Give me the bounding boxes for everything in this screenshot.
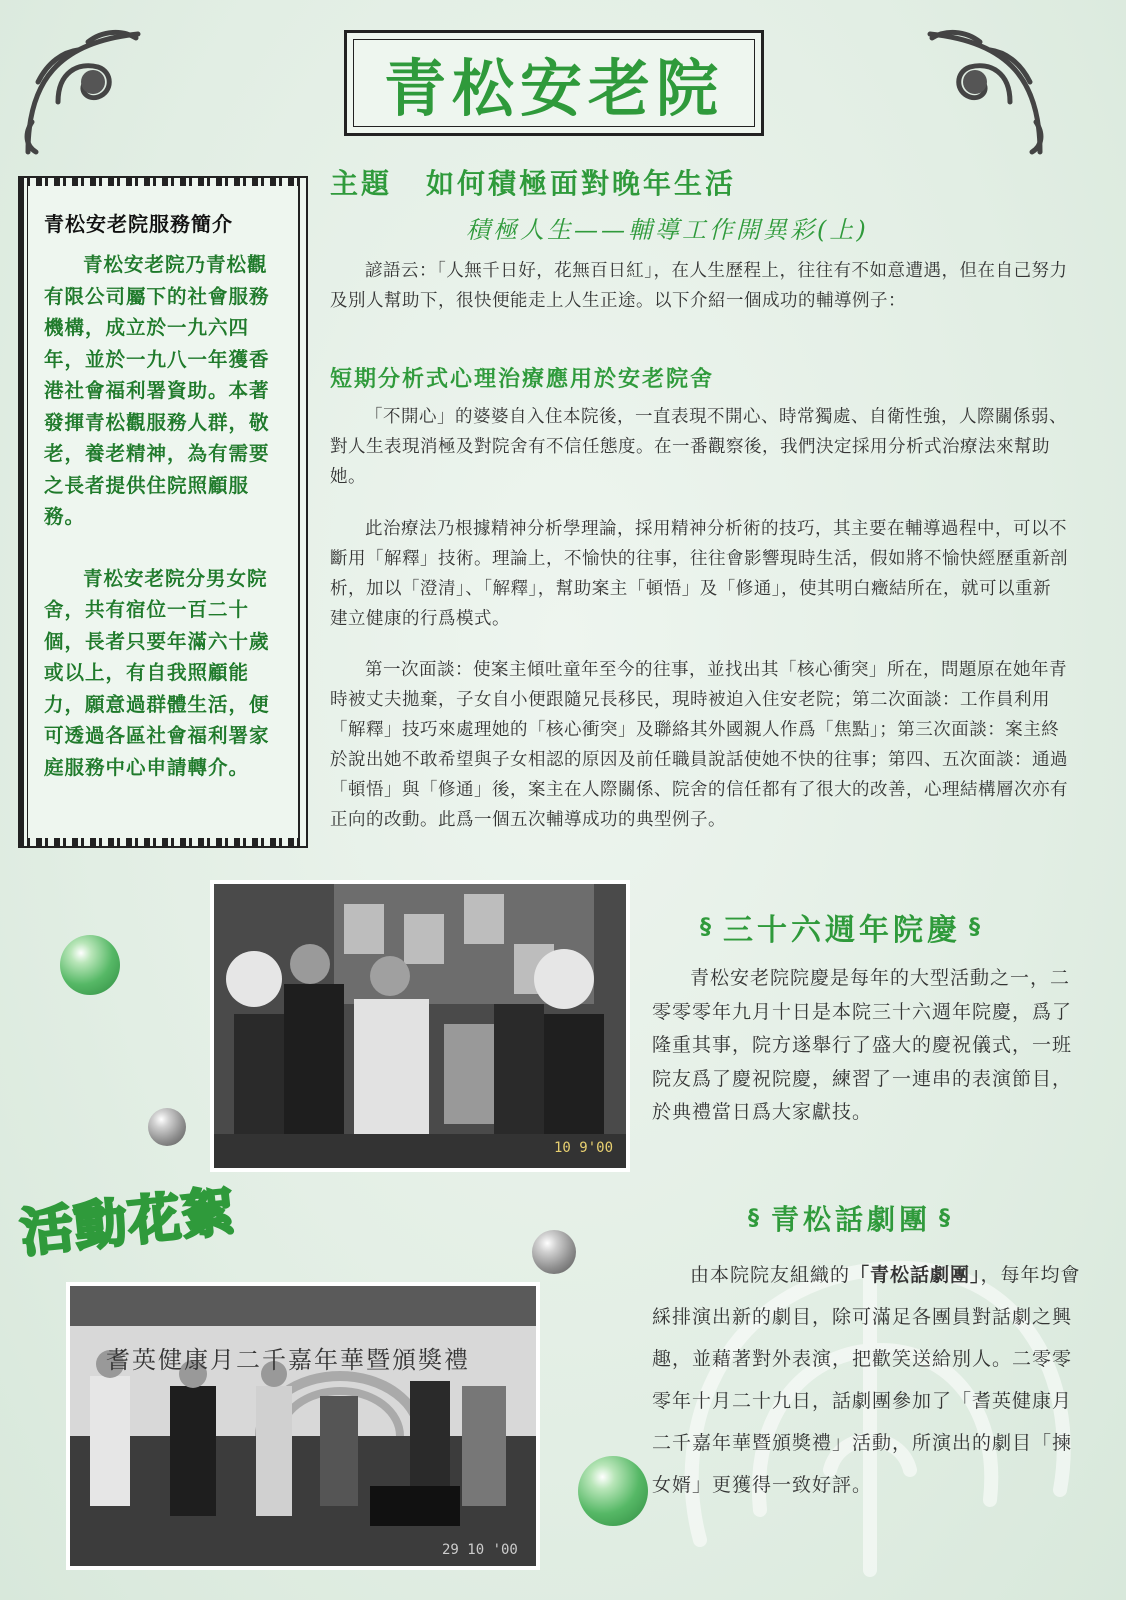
corner-ornament-icon xyxy=(18,22,158,162)
article-subtitle: 積極人生——輔導工作開異彩(上) xyxy=(466,216,869,244)
decorative-sphere xyxy=(532,1230,576,1274)
intro-text: 諺語云：「人無千日好，花無百日紅」，在人生歷程上，往往有不如意遭遇，但在自己努力及別人幫助下，很快便能走上人生正途。以下介紹一個成功的輔導例子： xyxy=(330,261,1068,311)
page-title-frame xyxy=(344,30,764,136)
body-paragraph: 此治療法乃根據精神分析學理論，採用精神分析術的技巧，其主要在輔導過程中，可以不斷用「解釋」技術。理論上，不愉快的往事，往往會影響現時生活，假如將不愉快經歷重新剖析，加以「澄清」、「解釋」，幫助案主「頓悟」及「修通」，使其明白癥結所在，就可以重新建立健康的行爲模式。 xyxy=(330,519,1068,629)
body-paragraph: 「不開心」的婆婆自入住本院後，一直表現不開心、時常獨處、自衛性強，人際關係弱、對人生表現消極及對院舍有不信任態度。在一番觀察後，我們決定採用分析式治療法來幫助她。 xyxy=(330,407,1067,487)
anniversary-title-row xyxy=(700,905,984,949)
intro-heading: 青松安老院服務簡介 xyxy=(44,212,233,236)
flourish-icon: § xyxy=(748,1205,763,1231)
drama-troupe-name: 「青松話劇團」 xyxy=(850,1264,981,1286)
anniversary-photo xyxy=(210,880,630,1172)
flourish-icon: § xyxy=(969,914,984,940)
drama-title-row xyxy=(748,1198,954,1238)
drama-text-pre: 由本院院友組織的 xyxy=(690,1264,851,1286)
decorative-sphere xyxy=(60,935,120,995)
drama-photo xyxy=(66,1282,540,1570)
corner-ornament-icon xyxy=(910,22,1050,162)
activities-banner: 活動花絮 xyxy=(18,1181,240,1265)
section-heading: 短期分析式心理治療應用於安老院舍 xyxy=(330,366,715,392)
page-title: 青松安老院 xyxy=(383,51,724,125)
drama-title: 青松話劇團 xyxy=(771,1203,932,1236)
theme-title: 如何積極面對晚年生活 xyxy=(426,167,737,200)
theme-line xyxy=(330,162,1090,202)
anniversary-title: 三十六週年院慶 xyxy=(723,913,961,948)
flourish-icon: § xyxy=(939,1205,955,1231)
theme-label: 主題 xyxy=(330,167,393,200)
flourish-icon: § xyxy=(700,914,715,940)
drama-text-post: ，每年均會綵排演出新的劇目，除可滿足各團員對話劇之興趣，並藉著對外表演，把歡笑送給別人。二零零零年十月二十九日，話劇團參加了「耆英健康月二千嘉年華暨頒獎禮」活動，所演出的劇目「揀女婿」更獲得一致好評。 xyxy=(652,1264,1081,1496)
body-paragraph: 第一次面談：使案主傾吐童年至今的往事，並找出其「核心衝突」所在，問題原在她年青時被丈夫拋棄，子女自小便跟隨兄長移民，現時被迫入住安老院；第二次面談：工作員利用「解釋」技巧來處理她的「核心衝突」及聯絡其外國親人作爲「焦點」；第三次面談：案主終於說出她不敢希望與子女相認的原因及前任職員說話使她不快的往事；第四、五次面談：通過「頓悟」與「修通」後，案主在人際關係、院舍的信任都有了很大的改善，心理結構層次亦有正向的改動。此爲一個五次輔導成功的典型例子。 xyxy=(330,660,1068,830)
drama-paragraph xyxy=(652,1254,1084,1506)
intro-paragraph: 青松安老院分男女院舍，共有宿位一百二十個，長者只要年滿六十歲或以上，有自我照顧能力，願意過群體生活，便可透過各區社會福利署家庭服務中心申請轉介。 xyxy=(44,566,270,779)
intro-paragraph: 青松安老院乃青松觀有限公司屬下的社會服務機構，成立於一九六四年，並於一九八一年獲香港社會福利署資助。本著發揮青松觀服務人群，敬老，養老精神，為有需要之長者提供住院照顧服務。 xyxy=(44,253,270,528)
decorative-sphere xyxy=(578,1456,648,1526)
photo-date-stamp: 10 9'00 xyxy=(554,1140,614,1156)
decorative-sphere xyxy=(148,1108,186,1146)
photo-event-banner: 耆英健康月二千嘉年華暨頒獎禮 xyxy=(106,1346,470,1374)
service-intro-box xyxy=(18,176,308,848)
photo-date-stamp: 29 10 '00 xyxy=(442,1542,518,1558)
anniversary-paragraph: 青松安老院院慶是每年的大型活動之一，二零零零年九月十日是本院三十六週年院慶，爲了隆重其事，院方遂舉行了盛大的慶祝儀式，一班院友爲了慶祝院慶，練習了一連串的表演節目，於典禮當日爲大家獻技。 xyxy=(652,967,1073,1123)
